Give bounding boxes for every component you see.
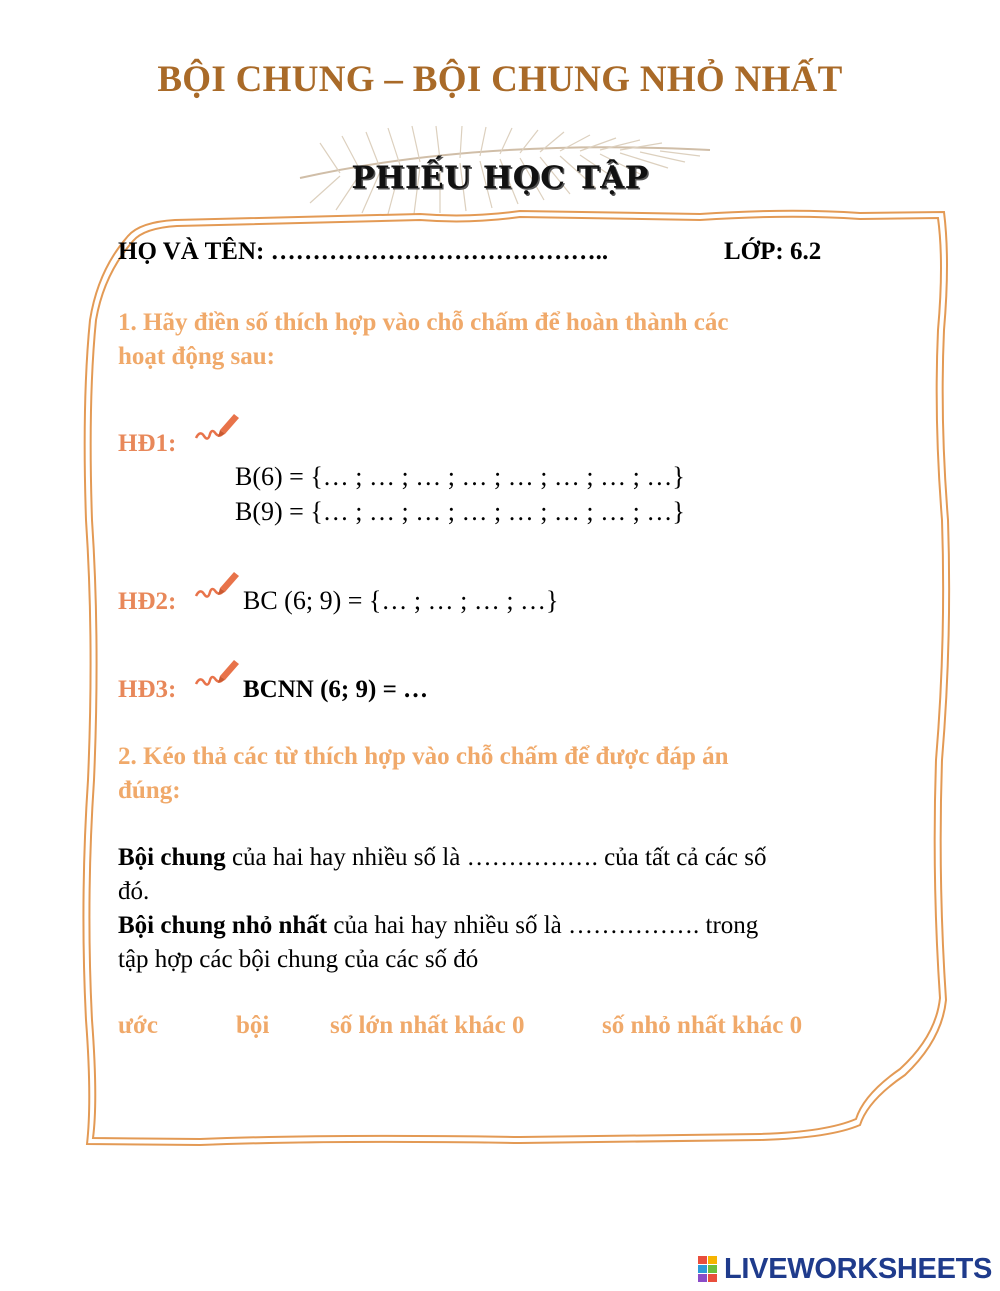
hd1-multiples-of-9[interactable]: B(9) = {… ; … ; … ; … ; … ; … ; … ; …} <box>235 497 685 526</box>
question-1-line-2: hoạt động sau: <box>118 343 275 370</box>
drag-option[interactable]: ước <box>118 1012 158 1039</box>
worksheet-title: PHIẾU HỌC TẬP <box>351 160 649 196</box>
question-1-heading <box>118 306 858 374</box>
definition-text[interactable]: của hai hay nhiều số là ……………. của tất cả các số <box>225 844 767 871</box>
pen-icon <box>194 654 240 690</box>
liveworksheets-logo-icon <box>698 1256 718 1282</box>
pen-icon <box>194 408 240 444</box>
hd3-lcm-expression[interactable]: BCNN (6; 9) = … <box>243 676 429 703</box>
hd1-multiples-of-6[interactable]: B(6) = {… ; … ; … ; … ; … ; … ; … ; …} <box>235 462 685 491</box>
definition-text[interactable]: của hai hay nhiều số là ……………. trong <box>327 912 759 939</box>
question-2-line-1: 2. Kéo thả các từ thích hợp vào chỗ chấm để được đáp án <box>118 743 729 770</box>
liveworksheets-logo-text: LIVEWORKSHEETS <box>724 1253 993 1285</box>
class-label: LỚP: 6.2 <box>724 238 822 265</box>
pen-icon <box>194 566 240 602</box>
drag-option[interactable]: số nhỏ nhất khác 0 <box>602 1012 803 1039</box>
question-2-heading <box>118 740 858 808</box>
hd2-common-multiples[interactable]: BC (6; 9) = {… ; … ; … ; …} <box>243 586 559 615</box>
question-2-line-2: đúng: <box>118 777 181 804</box>
term-lcm: Bội chung nhỏ nhất <box>118 912 328 939</box>
hd1-label: HĐ1: <box>118 430 177 457</box>
question-1-line-1: 1. Hãy điền số thích hợp vào chỗ chấm để hoàn thành các <box>118 309 729 336</box>
drag-option[interactable]: bội <box>236 1012 270 1039</box>
definition-common-multiple <box>118 841 766 875</box>
definition-continuation: đó. <box>118 878 150 905</box>
page-title: BỘI CHUNG – BỘI CHUNG NHỎ NHẤT <box>157 59 843 100</box>
definition-continuation: tập hợp các bội chung của các số đó <box>118 946 479 973</box>
hd3-label: HĐ3: <box>118 676 177 703</box>
hd2-label: HĐ2: <box>118 588 177 615</box>
term-common-multiple: Bội chung <box>118 844 226 871</box>
definition-lcm <box>118 909 758 943</box>
student-name-field[interactable]: HỌ VÀ TÊN: ………………………………….. <box>118 238 609 265</box>
drag-option[interactable]: số lớn nhất khác 0 <box>330 1012 525 1039</box>
